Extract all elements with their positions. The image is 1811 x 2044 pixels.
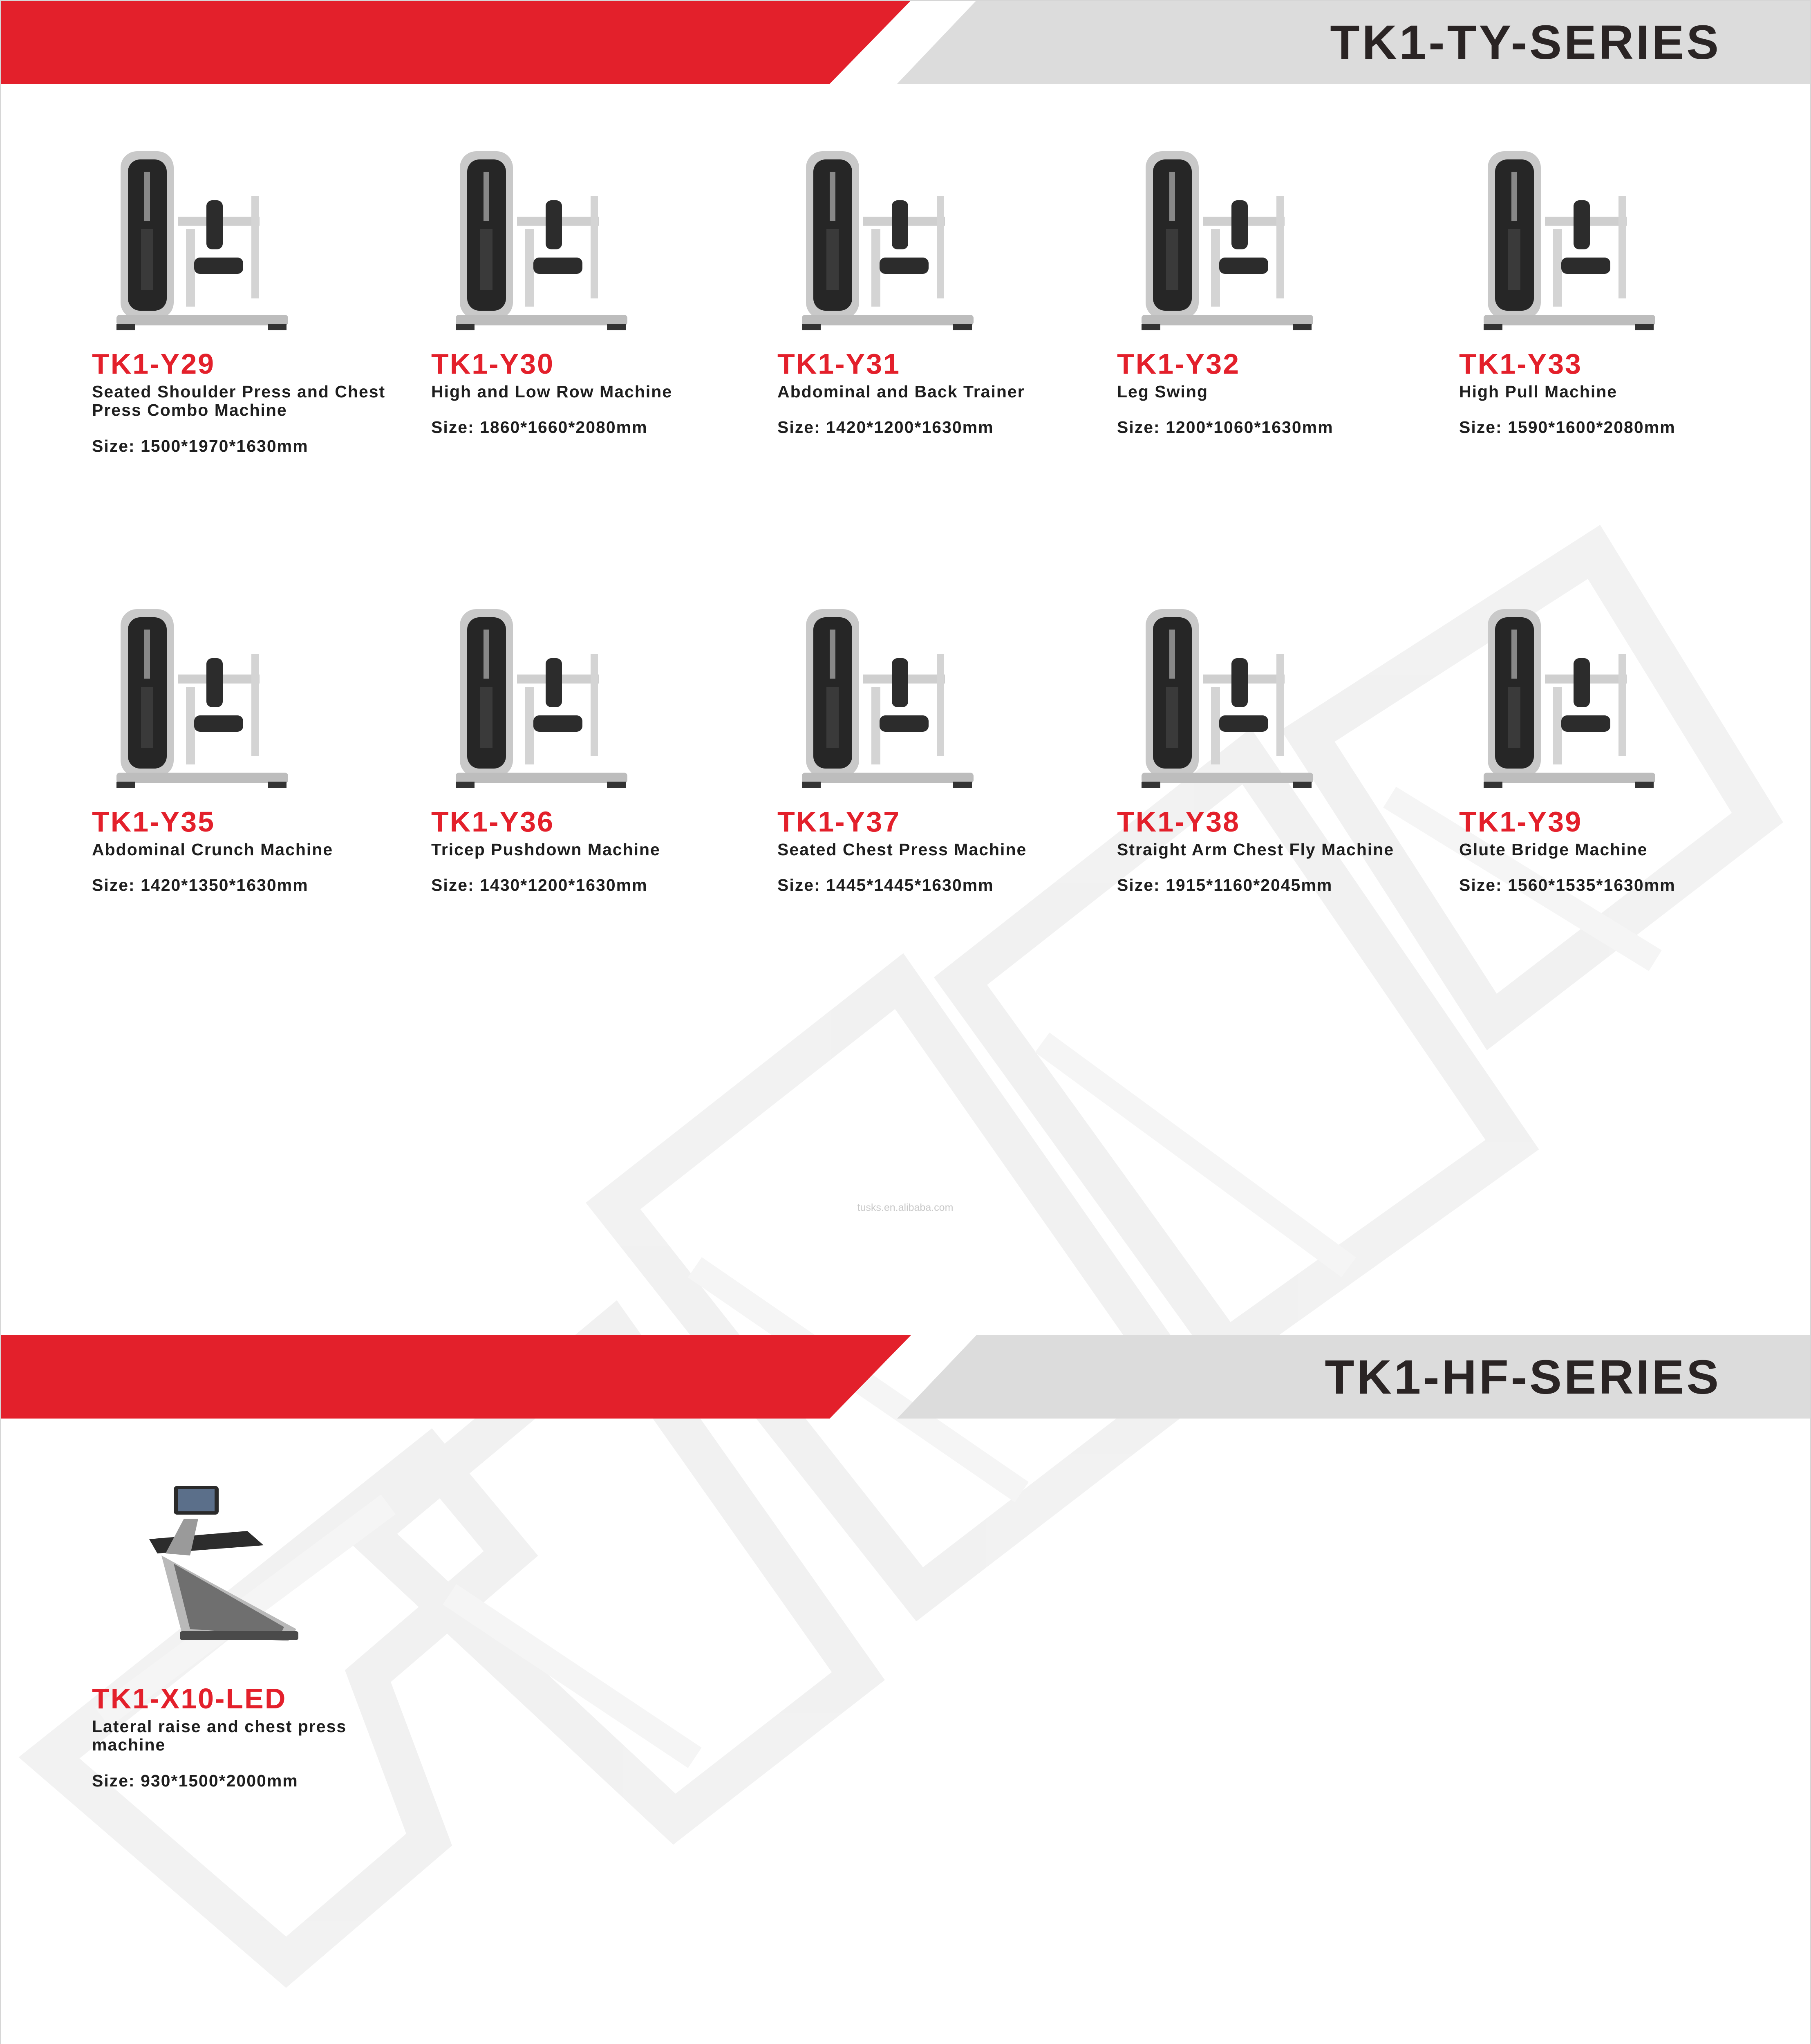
product-size: Size: 1500*1970*1630mm: [92, 437, 309, 455]
product-name: Leg Swing: [1117, 382, 1208, 401]
product-code: TK1-Y33: [1459, 348, 1583, 380]
leg-swing-image: [1117, 135, 1346, 343]
chest-fly-image: [1117, 593, 1346, 801]
product-size: Size: 1420*1200*1630mm: [777, 418, 994, 437]
product-code: TK1-Y38: [1117, 806, 1240, 838]
high-pull-machine-image: [1459, 135, 1688, 343]
product-code: TK1-Y35: [92, 806, 215, 838]
product-name: Lateral raise and chest press machine: [92, 1717, 347, 1754]
product-size: Size: 1915*1160*2045mm: [1117, 876, 1333, 894]
product-code: TK1-X10-LED: [92, 1683, 287, 1715]
product-code: TK1-Y31: [777, 348, 901, 380]
tricep-pushdown-image: [431, 593, 660, 801]
product-code: TK1-Y32: [1117, 348, 1240, 380]
glute-bridge-image: [1459, 593, 1688, 801]
product-code: TK1-Y36: [431, 806, 555, 838]
product-name: Glute Bridge Machine: [1459, 840, 1648, 859]
series-header-band: [0, 1335, 1811, 1419]
series-title: TK1-TY-SERIES: [1330, 16, 1721, 69]
watermark-url: tusks.en.alibaba.com: [857, 1202, 954, 1213]
product-size: Size: 1590*1600*2080mm: [1459, 418, 1676, 437]
product-size: Size: 1420*1350*1630mm: [92, 876, 309, 894]
row-machine-image: [431, 135, 660, 343]
product-name: Abdominal Crunch Machine: [92, 840, 334, 859]
product-size: Size: 1560*1535*1630mm: [1459, 876, 1676, 894]
chest-press-image: [777, 593, 1006, 801]
ab-back-trainer-image: [777, 135, 1006, 343]
product-name: Tricep Pushdown Machine: [431, 840, 660, 859]
product-name: High and Low Row Machine: [431, 382, 673, 401]
product-name: Abdominal and Back Trainer: [777, 382, 1025, 401]
series-title: TK1-HF-SERIES: [1325, 1350, 1721, 1404]
product-code: TK1-Y29: [92, 348, 215, 380]
treadmill-image: [92, 1470, 321, 1678]
product-name: Straight Arm Chest Fly Machine: [1117, 840, 1395, 859]
ab-crunch-machine-image: [92, 593, 321, 801]
product-name: High Pull Machine: [1459, 382, 1618, 401]
series-header-band: [0, 0, 1811, 84]
product-size: Size: 1430*1200*1630mm: [431, 876, 648, 894]
product-size: Size: 1200*1060*1630mm: [1117, 418, 1334, 437]
product-name: Seated Shoulder Press and Chest Press Combo Machine: [92, 382, 386, 419]
product-name: Seated Chest Press Machine: [777, 840, 1027, 859]
product-size: Size: 1445*1445*1630mm: [777, 876, 994, 894]
product-code: TK1-Y39: [1459, 806, 1583, 838]
product-code: TK1-Y30: [431, 348, 555, 380]
product-size: Size: 1860*1660*2080mm: [431, 418, 648, 437]
selectorized-press-machine-image: [92, 135, 321, 343]
product-code: TK1-Y37: [777, 806, 901, 838]
product-size: Size: 930*1500*2000mm: [92, 1771, 298, 1790]
